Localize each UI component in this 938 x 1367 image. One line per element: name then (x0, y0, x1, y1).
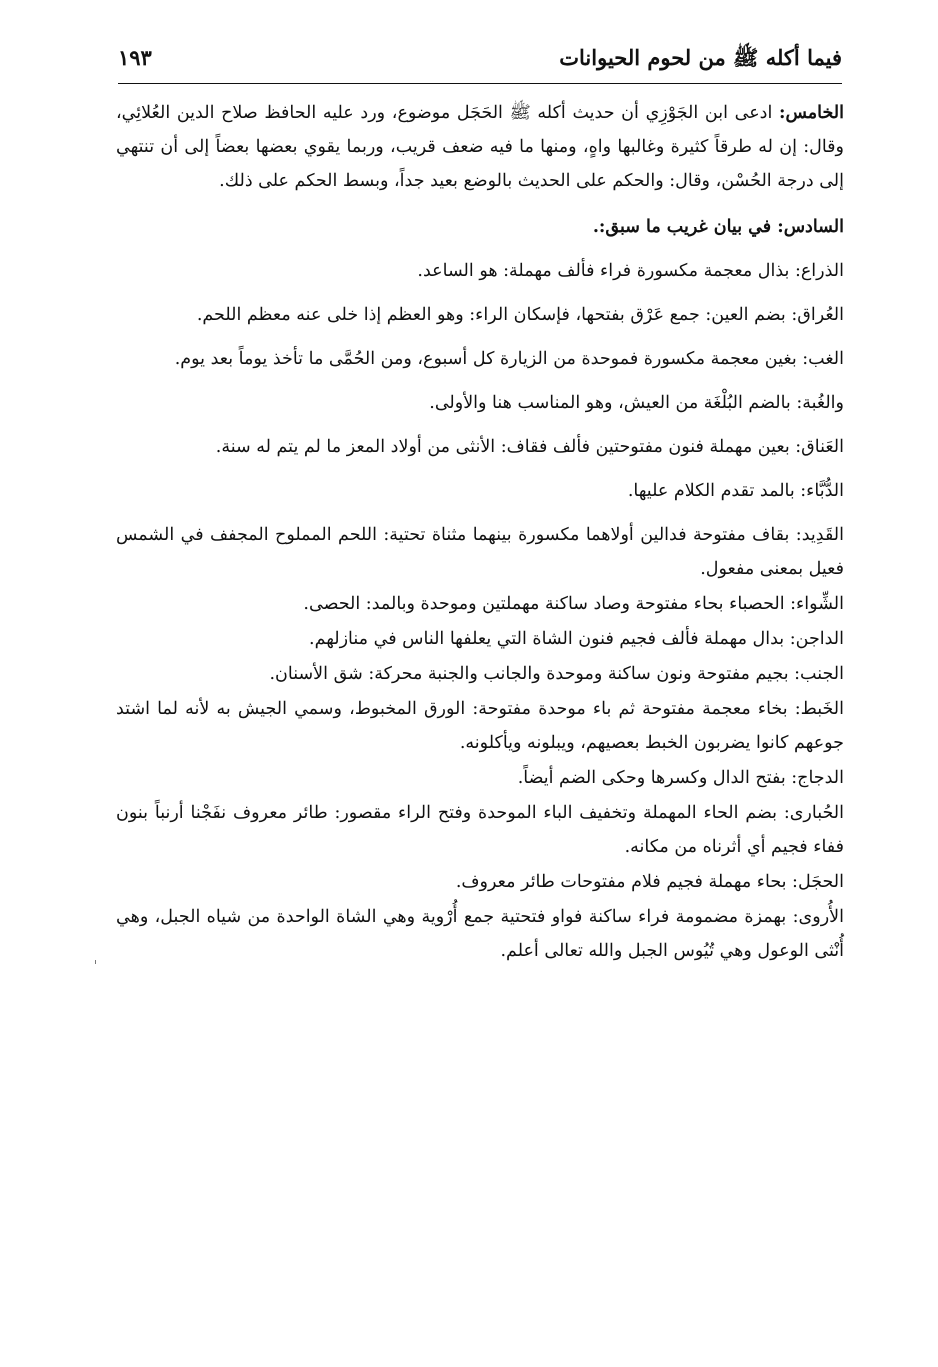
running-title: فيما أكله ﷺ من لحوم الحيوانات (559, 45, 842, 70)
glossary-entry (116, 900, 844, 968)
paragraph-term: الخامس: (779, 103, 844, 123)
paragraph-text: الغب: بغين معجمة مكسورة فموحدة من الزيارة كل أسبوع، ومن الحُمَّى ما تأخذ يوماً بعد يوم. (174, 349, 844, 369)
paragraph-text: الدُّبَّاء: بالمد تقدم الكلام عليها. (627, 481, 844, 501)
paragraph-text: الشِّواء: الحصباء بحاء مفتوحة وصاد ساكنة مهملتين وموحدة وبالمد: الحصى. (303, 594, 844, 614)
glossary-entry (116, 657, 844, 691)
paragraph-text: القَدِيد: بقاف مفتوحة فدالين أولاهما مكسورة بينهما مثناة تحتية: اللحم المملوح المجفف في الشمس فعيل بمعنى مفعول. (116, 525, 844, 579)
paragraph-text: الداجن: بدال مهملة فألف فجيم فنون الشاة التي يعلفها الناس في منازلهم. (309, 629, 844, 649)
paragraph-text: الذراع: بذال معجمة مكسورة فراء فألف مهملة: هو الساعد. (417, 261, 844, 281)
glossary-entry (116, 761, 844, 795)
glossary-entry (116, 298, 844, 332)
glossary-entry (116, 386, 844, 420)
main-text (116, 96, 844, 969)
paragraph-text: العُراق: بضم العين: جمع عَرْق بفتحها، فإسكان الراء: وهو العظم إذا خلى عنه معظم اللحم. (196, 305, 844, 325)
glossary-entry (116, 342, 844, 376)
paragraph-term: السادس: (777, 217, 844, 237)
paragraph-text: الخَبط: بخاء معجمة مفتوحة ثم باء موحدة مفتوحة: الورق المخبوط، وسمي الجيش به لأنه لما اشتد جوعهم كانوا يضربون الخبط بعصيهم، ويبلونه ويأكلونه. (116, 699, 844, 753)
paragraph-text: الحُبارى: بضم الحاء المهملة وتخفيف الباء الموحدة وفتح الراء مقصور: طائر معروف نفَجْنا أرنباً بنون ففاء فجيم أي أثرناه من مكانه. (116, 803, 844, 857)
paragraph-text: الحجَل: بحاء مهملة فجيم فلام مفتوحات طائر معروف. (455, 872, 844, 892)
glossary-entry (116, 587, 844, 621)
section-heading-sixth (116, 210, 844, 244)
glossary-entry (116, 474, 844, 508)
paragraph-text: ادعى ابن الجَوْزِي أن حديث أكله ﷺ الحَجَل موضوع، ورد عليه الحافظ صلاح الدين العُلائِي، وقال: إن له طرقاً كثيرة وغالبها واهٍ، ومنها ما فيه ضعف قريب، وربما يقوي بعضها بعضاً إلى أن تنتهي إلى درجة الحُسْن، وقال: والحكم على الحديث بالوضع بعيد جداً، وبسط الحكم على ذلك. (116, 103, 844, 191)
glossary-entry (116, 796, 844, 864)
glossary-entry (116, 622, 844, 656)
paragraph-text: والغُبة: بالضم البُلْغَة من العيش، وهو المناسب هنا والأولى. (429, 393, 844, 413)
glossary-entry (116, 518, 844, 586)
header-divider (118, 83, 842, 84)
scan-speck (95, 960, 96, 964)
glossary-entry (116, 254, 844, 288)
paragraph-text: الأُروى: بهمزة مضمومة فراء ساكنة فواو فتحتية جمع أُرْوية وهي الشاة الواحدة من شياه الجبل، وهي أُنْثى الوعول وهي تُيُوس الجبل والله تعالى أعلم. (116, 907, 844, 961)
paragraph-fifth (116, 96, 844, 198)
paragraph-text: الدجاج: بفتح الدال وكسرها وحكى الضم أيضاً. (517, 768, 844, 788)
paragraph-text: العَناق: بعين مهملة فنون مفتوحتين فألف فقاف: الأنثى من أولاد المعز ما لم يتم له سنة. (215, 437, 844, 457)
paragraph-text: في بيان غريب ما سبق:. (592, 217, 778, 237)
paragraph-text: الجنب: بجيم مفتوحة ونون ساكنة وموحدة والجانب والجنبة محركة: شق الأسنان. (269, 664, 844, 684)
page-header (118, 38, 842, 84)
glossary-entry (116, 430, 844, 464)
page-number: ١٩٣ (118, 45, 152, 70)
glossary-entry (116, 865, 844, 899)
glossary-entry (116, 692, 844, 760)
